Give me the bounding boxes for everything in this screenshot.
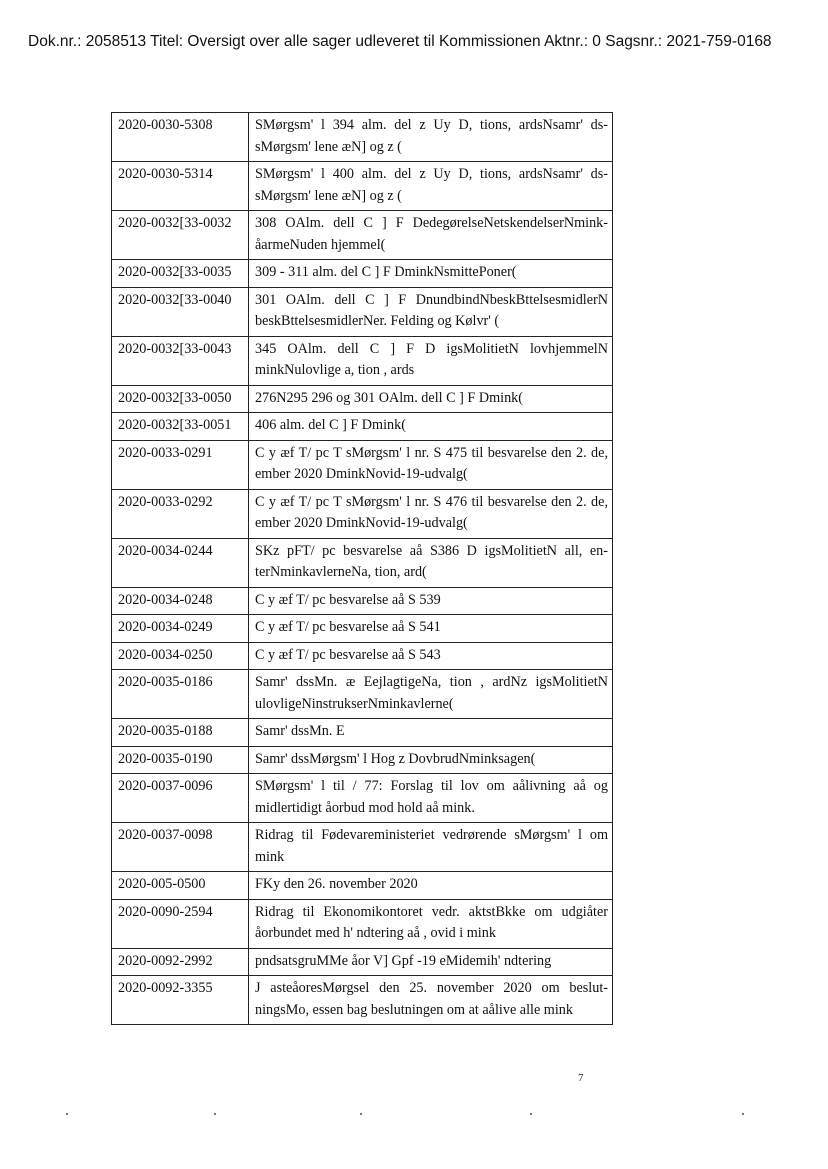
table-row: [112, 587, 613, 615]
case-number-cell: 2020-0030-5314: [112, 162, 249, 211]
table-row: [112, 162, 613, 211]
case-number-cell: 2020-0032[33-0043: [112, 336, 249, 385]
case-title-cell: C y æf T/ pc T sMørgsm' l nr. S 475 til besvarelse den 2. de, ember 2020 DminkNovid-19-udvalg(: [249, 440, 613, 489]
case-title-cell: Samr' dssMn. æ EejlagtigeNa, tion , ardNz igsMolitietN ulovligeNinstrukserNminkavlerne(: [249, 670, 613, 719]
case-number-cell: 2020-0090-2594: [112, 899, 249, 948]
case-number-cell: 2020-0032[33-0051: [112, 413, 249, 441]
case-title-cell: SMørgsm' l 400 alm. del z Uy D, tions, ardsNsamr' ds-sMørgsm' lene æN] og z (: [249, 162, 613, 211]
table-row: [112, 746, 613, 774]
case-list-body: [112, 113, 613, 1025]
case-number-cell: 2020-0034-0249: [112, 615, 249, 643]
table-row: [112, 413, 613, 441]
case-number-cell: 2020-0032[33-0032: [112, 211, 249, 260]
table-row: [112, 385, 613, 413]
scan-speck: [214, 1113, 216, 1115]
table-row: [112, 538, 613, 587]
document-header: Dok.nr.: 2058513 Titel: Oversigt over alle sager udleveret til Kommissionen Aktnr.: 0 Sagsnr.: 2021-759-0168: [28, 33, 772, 50]
page-number: 7: [578, 1072, 584, 1084]
table-row: [112, 211, 613, 260]
case-title-cell: Samr' dssMn. E: [249, 719, 613, 747]
case-number-cell: 2020-0030-5308: [112, 113, 249, 162]
case-number-cell: 2020-0033-0292: [112, 489, 249, 538]
table-row: [112, 113, 613, 162]
case-title-cell: SMørgsm' l 394 alm. del z Uy D, tions, ardsNsamr' ds-sMørgsm' lene æN] og z (: [249, 113, 613, 162]
table-row: [112, 642, 613, 670]
case-title-cell: FKy den 26. november 2020: [249, 872, 613, 900]
case-number-cell: 2020-0035-0186: [112, 670, 249, 719]
case-title-cell: 301 OAlm. dell C ] F DnundbindNbeskBttelsesmidlerN beskBttelsesmidlerNer. Felding og Kølvr' (: [249, 287, 613, 336]
case-title-cell: Ridrag til Ekonomikontoret vedr. aktstBkke om udgiåter åorbundet med h' ndtering aå , ovid i mink: [249, 899, 613, 948]
case-number-cell: 2020-0092-2992: [112, 948, 249, 976]
case-number-cell: 2020-0035-0188: [112, 719, 249, 747]
case-title-cell: C y æf T/ pc besvarelse aå S 539: [249, 587, 613, 615]
scan-speck: [360, 1113, 362, 1115]
case-number-cell: 2020-005-0500: [112, 872, 249, 900]
table-row: [112, 899, 613, 948]
case-number-cell: 2020-0032[33-0035: [112, 260, 249, 288]
scan-speck: [742, 1113, 744, 1115]
case-title-cell: 308 OAlm. dell C ] F DedegørelseNetskendelserNmink-åarmeNuden hjemmel(: [249, 211, 613, 260]
case-title-cell: 406 alm. del C ] F Dmink(: [249, 413, 613, 441]
case-number-cell: 2020-0034-0248: [112, 587, 249, 615]
case-number-cell: 2020-0034-0250: [112, 642, 249, 670]
case-title-cell: 276N295 296 og 301 OAlm. dell C ] F Dmink(: [249, 385, 613, 413]
table-row: [112, 489, 613, 538]
case-title-cell: 309 - 311 alm. del C ] F DminkNsmittePoner(: [249, 260, 613, 288]
table-row: [112, 440, 613, 489]
table-row: [112, 287, 613, 336]
case-title-cell: C y æf T/ pc besvarelse aå S 543: [249, 642, 613, 670]
table-row: [112, 719, 613, 747]
case-title-cell: SMørgsm' l til / 77: Forslag til lov om aålivning aå og midlertidigt åorbud mod hold aå mink.: [249, 774, 613, 823]
case-title-cell: Ridrag til Fødevareministeriet vedrørende sMørgsm' l om mink: [249, 823, 613, 872]
case-list-table: [111, 112, 613, 1025]
case-title-cell: pndsatsgruMMe åor V] Gpf -19 eMidemih' ndtering: [249, 948, 613, 976]
case-number-cell: 2020-0032[33-0050: [112, 385, 249, 413]
table-row: [112, 336, 613, 385]
case-number-cell: 2020-0037-0096: [112, 774, 249, 823]
case-number-cell: 2020-0035-0190: [112, 746, 249, 774]
scan-speck: [530, 1113, 532, 1115]
case-number-cell: 2020-0034-0244: [112, 538, 249, 587]
case-number-cell: 2020-0033-0291: [112, 440, 249, 489]
case-title-cell: C y æf T/ pc T sMørgsm' l nr. S 476 til besvarelse den 2. de, ember 2020 DminkNovid-19-udvalg(: [249, 489, 613, 538]
case-title-cell: 345 OAlm. dell C ] F D igsMolitietN lovhjemmelN minkNulovlige a, tion , ards: [249, 336, 613, 385]
case-title-cell: J asteåoresMørgsel den 25. november 2020 om beslut-ningsMo, essen bag beslutningen om at aålive alle mink: [249, 976, 613, 1025]
table-row: [112, 615, 613, 643]
case-number-cell: 2020-0032[33-0040: [112, 287, 249, 336]
table-row: [112, 976, 613, 1025]
case-title-cell: Samr' dssMørgsm' l Hog z DovbrudNminksagen(: [249, 746, 613, 774]
case-number-cell: 2020-0037-0098: [112, 823, 249, 872]
case-number-cell: 2020-0092-3355: [112, 976, 249, 1025]
table-row: [112, 948, 613, 976]
table-row: [112, 670, 613, 719]
case-title-cell: SKz pFT/ pc besvarelse aå S386 D igsMolitietN all, en-terNminkavlerneNa, tion, ard(: [249, 538, 613, 587]
scan-speck: [66, 1113, 68, 1115]
table-row: [112, 260, 613, 288]
case-title-cell: C y æf T/ pc besvarelse aå S 541: [249, 615, 613, 643]
table-row: [112, 872, 613, 900]
table-row: [112, 774, 613, 823]
table-row: [112, 823, 613, 872]
